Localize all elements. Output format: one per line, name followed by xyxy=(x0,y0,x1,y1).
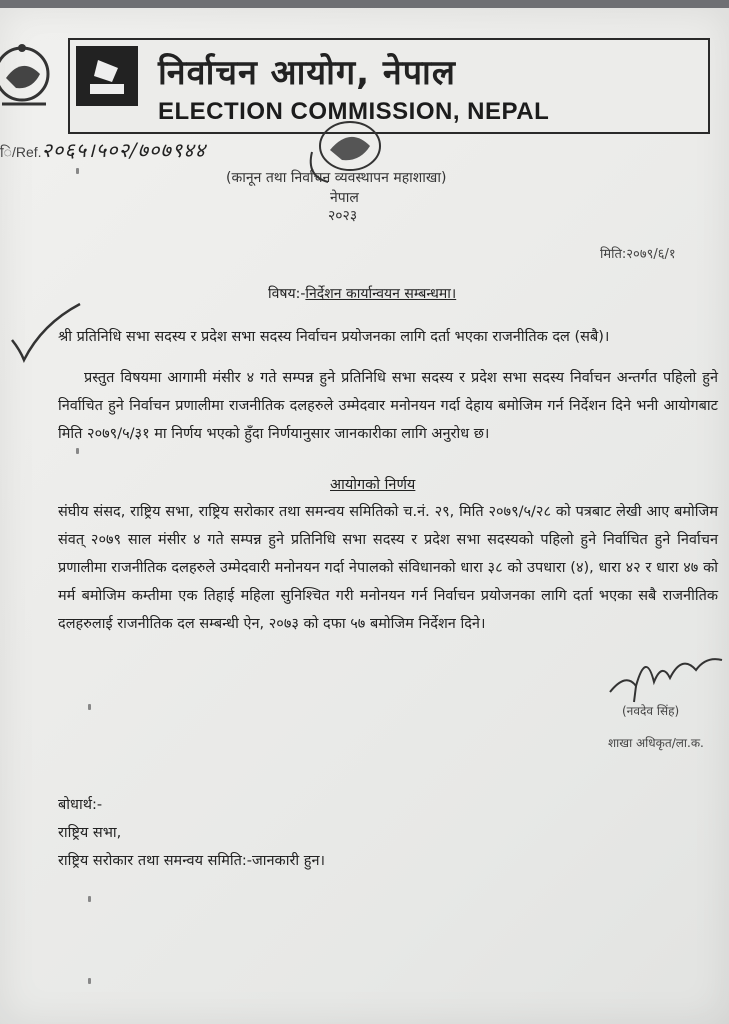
handwritten-signature-icon xyxy=(606,642,726,704)
stamp-text-line1: नेपाल xyxy=(330,190,359,206)
letterhead-title-english: ELECTION COMMISSION, NEPAL xyxy=(158,98,550,125)
addressee-line: श्री प्रतिनिधि सभा सदस्य र प्रदेश सभा सदस्य निर्वाचन प्रयोजनका लागि दर्ता भएका राजनीतिक दल (सबै)। xyxy=(58,329,610,345)
signatory-title: शाखा अधिकृत/ला.क. xyxy=(608,736,704,750)
subject-line xyxy=(268,284,456,303)
cc-heading: बोधार्थ:- xyxy=(58,797,103,813)
ballot-box-logo-icon xyxy=(76,46,138,106)
cc-line: राष्ट्रिय सरोकार तथा समन्वय समिति:-जानकारी हुन। xyxy=(58,853,325,869)
reference-value: २०६५।५०२/७०७९४४ xyxy=(41,138,207,162)
signatory-name: (नवदेव सिंह) xyxy=(622,704,680,718)
cc-line: राष्ट्रिय सभा, xyxy=(58,825,122,841)
letter-date: मिति:२०७९/६/१ xyxy=(600,247,676,262)
letter-page xyxy=(0,8,729,1024)
punch-mark xyxy=(88,896,91,902)
stamp-text-line2: २०२३ xyxy=(328,208,358,224)
punch-mark xyxy=(76,168,79,174)
punch-mark xyxy=(76,448,79,454)
subject-text: निर्देशन कार्यान्वयन सम्बन्धमा। xyxy=(305,286,457,302)
letterhead-title-nepali: निर्वाचन आयोग, नेपाल xyxy=(158,53,456,93)
body-paragraph-2: संघीय संसद, राष्ट्रिय सभा, राष्ट्रिय सरोकार तथा समन्वय समितिको च.नं. २९, मिति २०७९/५/२८ को पत्रबाट लेखी आए बमोजिम संवत् २०७९ साल मंसीर ४ गते सम्पन्न हुने प्रतिनिधि सभा सदस्य र प्रदेश सभा सदस्यको पहिलो हुने निर्वाचित हुने निर्वाचन प्रणालीमा राजनीतिक दलहरुले उम्मेदवारी मनोनयन गर्दा नेपालको संविधानको धारा ३८ को उपधारा (४), धारा ४२ र धारा ४७ को मर्म बमोजिम कम्तीमा एक तिहाई महिला सुनिश्चित गरी मनोनयन गर्न निर्वाचन प्रयोजनका लागि दर्ता भएका सबै राजनीतिक दलहरुलाई राजनीतिक दल सम्बन्धी ऐन, २०७३ को दफा ५७ बमोजिम निर्देशन दिने। xyxy=(58,504,718,632)
body-paragraph-1: प्रस्तुत विषयमा आगामी मंसीर ४ गते सम्पन्न हुने प्रतिनिधि सभा सदस्य र प्रदेश सभा सदस्य निर्वाचन अन्तर्गत पहिलो हुने निर्वाचित हुने निर्वाचन प्रणालीमा राजनीतिक दलहरुले उम्मेदवार मनोनयन गर्दा देहाय बमोजिम गर्न निर्देशन दिने भनी आयोगबाट मिति २०७९/५/३१ मा निर्णय भएको हुँदा निर्णयानुसार जानकारीका लागि अनुरोध छ। xyxy=(58,370,718,442)
reference-label: ि/Ref. xyxy=(0,144,42,160)
reference-number xyxy=(0,136,206,163)
decision-heading: आयोगको निर्णय xyxy=(330,477,416,493)
nepal-emblem-icon xyxy=(0,34,54,112)
punch-mark xyxy=(88,978,91,984)
subject-label: विषय:- xyxy=(268,286,306,302)
punch-mark xyxy=(88,704,91,710)
department-line: (कानून तथा निर्वाचन व्यवस्थापन महाशाखा) xyxy=(226,170,447,186)
